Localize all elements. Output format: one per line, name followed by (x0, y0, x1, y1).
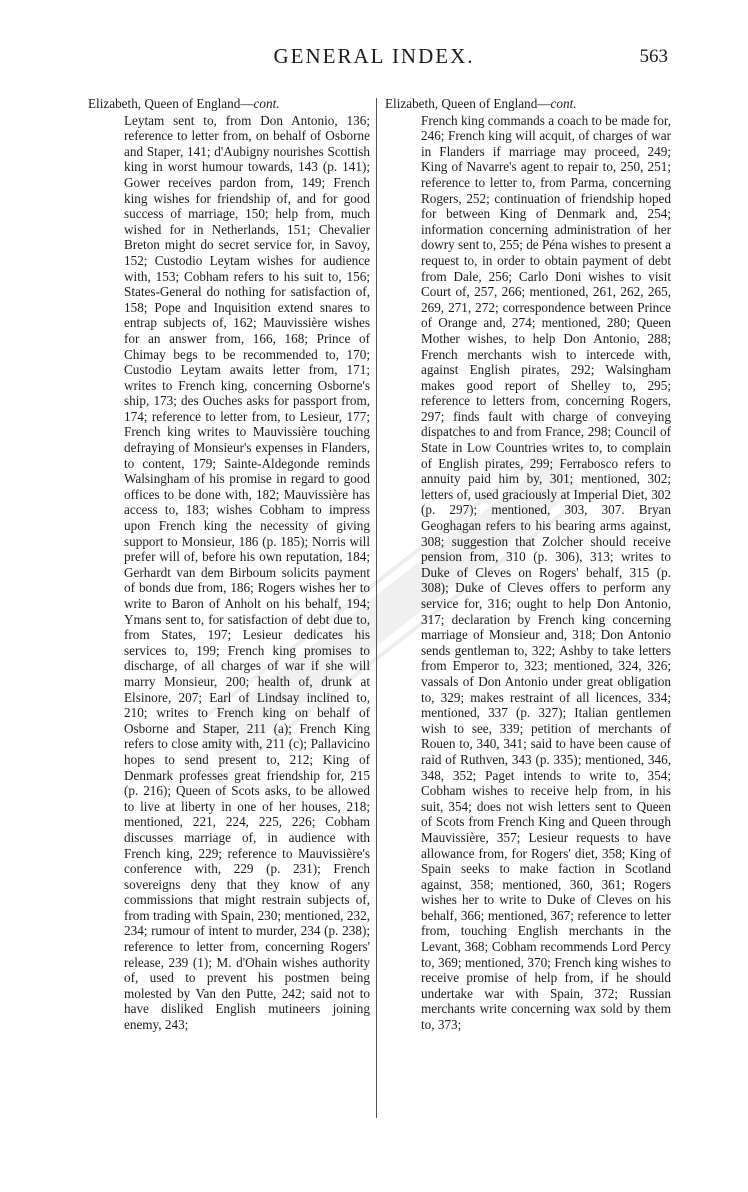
heading-text: Elizabeth, Queen of England— (385, 96, 551, 111)
column-divider (376, 98, 377, 1118)
right-column (385, 96, 671, 1033)
heading-cont: cont. (253, 96, 280, 111)
running-head (0, 44, 748, 74)
heading-cont: cont. (550, 96, 577, 111)
left-column (88, 96, 370, 1033)
page-number: 563 (639, 46, 668, 67)
entry-body: Leytam sent to, from Don Antonio, 136; reference to letter from, on behalf of Osborne and Staper, 141; d'Aubigny nourishes Scottish king in worst humour towards, 143 (p. 141); Gower receives pardon from, 149; French king wishes for friendship of, and for good success of marriage, 150; help from, much wished for in Netherlands, 151; Chevalier Breton might do secret service for, in Savoy, 152; Custodio Leytam wishes for audience with, 153; Cobham refers to his suit to, 156; States-General do nothing for satisfaction of, 158; Pope and Inquisition extend snares to entrap subjects of, 162; Mauvissière wishes for an answer from, 166, 168; Prince of Chimay begs to be recommended to, 170; Custodio Leytam awaits letter from, 171; writes to French king, concerning Osborne's ship, 173; des Ouches asks for passport from, 174; reference to letter from, to Lesieur, 177; French king writes to Mauvissière touching defraying of Monsieur's expenses in Flanders, to content, 179; Sainte-Aldegonde reminds Walsingham of his promise in regard to good offices to be done with, 182; Mauvissière has access to, 183; wishes Cobham to impress upon French king the necessity of giving support to Monsieur, 186 (p. 185); Norris will prefer will of, before his own reputation, 184; Gerhardt van dem Birboum solicits payment of bonds due from, 186; Rogers wishes her to write to Baron of Anholt on his behalf, 194; Ymans sent to, for satisfaction of debt due to, from States, 197; Lesieur dedicates his services to, 199; French king promises to discharge, of all charges of war if she will marry Monsieur, 200; health of, drunk at Elsinore, 207; Earl of Lindsay inclined to, 210; writes to French king on behalf of Osborne and Staper, 211 (a); French King refers to close amity with, 211 (c); Pallavicino hopes to send present to, 212; King of Denmark professes great friendship for, 215 (p. 216); Queen of Scots asks, to be allowed to live at liberty in one of her houses, 218; mentioned, 221, 224, 225, 226; Cobham discusses marriage of, in audience with French king, 229; reference to Mauvissière's conference with, 229 (p. 231); French sovereigns deny that they know of any commissions that might restrain subjects of, from trading with Spain, 230; mentioned, 232, 234; rumour of intent to murder, 234 (p. 238); reference to letter from, concerning Rogers' release, 239 (1); M. d'Ohain wishes authority of, used to prevent his postmen being molested by Van den Putte, 242; said not to have disliked English mutineers joining enemy, 243; (124, 112, 370, 1033)
heading-text: Elizabeth, Queen of England— (88, 96, 254, 111)
entry-heading (88, 96, 370, 112)
entry-heading (385, 96, 671, 112)
running-title: GENERAL INDEX. (273, 44, 475, 68)
entry-body: French king commands a coach to be made for, 246; French king will acquit, of charges of war in Flanders if marriage may proceed, 249; King of Navarre's agent to repair to, 250, 251; reference to letter to, from Parma, concerning Rogers, 252; continuation of friendship hoped for between King of Denmark and, 254; information concerning administration of her dowry sent to, 255; de Péna wishes to present a request to, in order to obtain payment of debt from Dale, 256; Carlo Doni wishes to visit Court of, 257, 266; mentioned, 261, 262, 265, 269, 271, 272; correspondence between Prince of Orange and, 274; mentioned, 280; Queen Mother wishes, to help Don Antonio, 288; French merchants wish to intercede with, against English pirates, 292; Walsingham makes good report of Shelley to, 295; reference to letters from, concerning Rogers, 297; finds fault with charge of conveying dispatches to and from France, 298; Council of State in Low Countries writes to, to complain of English pirates, 299; Ferrabosco refers to annuity paid him by, 301; mentioned, 302; letters of, used graciously at Imperial Diet, 302 (p. 297); mentioned, 303, 307. Bryan Geoghagan refers to his bearing arms against, 308; suggestion that Zolcher should receive pension from, 310 (p. 306), 313; writes to Duke of Cleves on Rogers' behalf, 315 (p. 308); Duke of Cleves offers to perform any service for, 316; ought to help Don Antonio, 317; declaration by French king concerning marriage of Monsieur and, 318; Don Antonio sends gentleman to, 322; Ashby to take letters from Emperor to, 323; mentioned, 324, 326; vassals of Don Antonio under great obligation to, 329; makes restraint of all licences, 334; mentioned, 337 (p. 327); Italian gentlemen wish to see, 339; petition of merchants of Rouen to, 340, 341; said to have been cause of raid of Ruthven, 343 (p. 335); mentioned, 346, 348, 352; Paget intends to write to, 354; Cobham wishes to receive help from, in his suit, 354; does not wish letters sent to Queen of Scots from French King and Queen through Mauvissière, 357; Lesieur requests to have allowance from, for Rogers' diet, 358; King of Spain seeks to make faction in Scotland against, 358; mentioned, 360, 361; Rogers wishes her to write to Duke of Cleves on his behalf, 366; mentioned, 367; reference to letter from, touching English merchants in the Levant, 368; Cobham recommends Lord Percy to, 369; mentioned, 370; French king wishes to receive promise of help from, if he should undertake war with Spain, 372; Russian merchants write concerning wax sold by them to, 373; (421, 112, 671, 1033)
